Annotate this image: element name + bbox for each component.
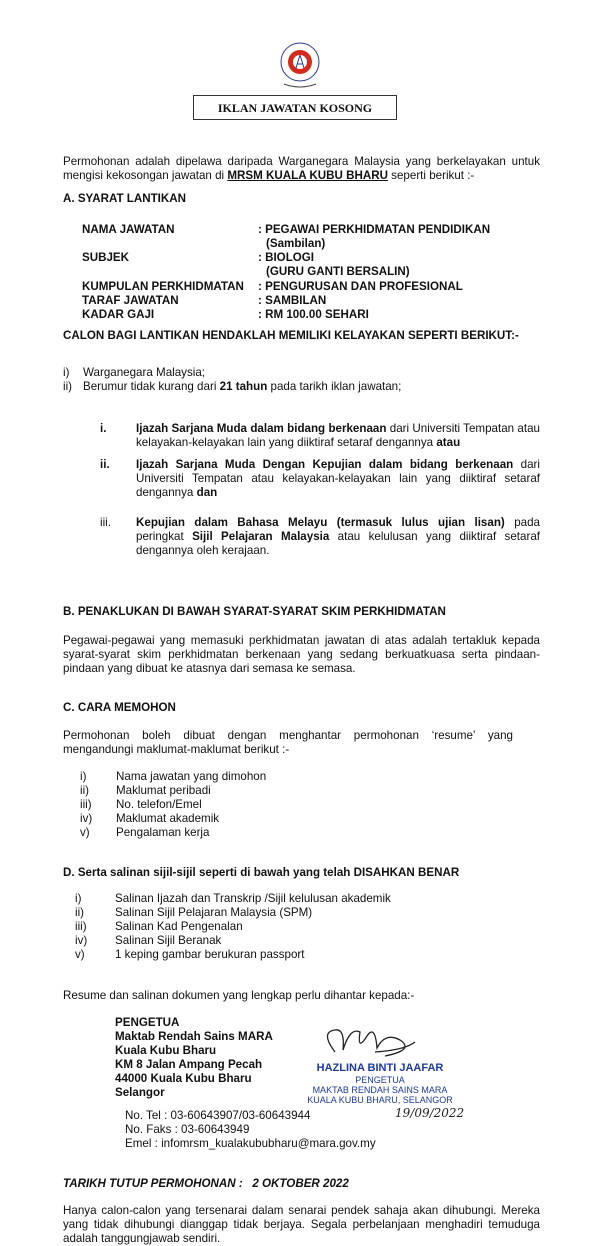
list-item: ii) Salinan Sijil Pelajaran Malaysia (SPM): [75, 906, 313, 919]
list-item: ii) Maklumat peribadi: [80, 784, 211, 797]
intro-paragraph: Permohonan adalah dipelawa daripada Warganegara Malaysia yang berkelayakan untuk mengisi kekosongan jawatan di MRSM KUALA KUBU BHARU seperti berikut :-: [63, 155, 540, 182]
req-age: ii) Berumur tidak kurang dari 21 tahun pada tarikh iklan jawatan;: [63, 380, 402, 393]
list-item: iv) Maklumat akademik: [80, 812, 220, 825]
label-subjek: SUBJEK: [82, 251, 130, 264]
stamp-org: MAKTAB RENDAH SAINS MARA: [312, 1085, 448, 1095]
list-item: iii) No. telefon/Emel: [80, 798, 202, 811]
section-b-text: Pegawai-pegawai yang memasuki perkhidmatan jawatan di atas adalah tertakluk kepada syarat-syarat skim perkhidmatan berkenaan yang sedang berkuatkuasa serta pindaan-pindaan yang dibuat ke atasnya dari semasa ke semasa.: [63, 634, 540, 675]
value-kumpulan: : PENGURUSAN DAN PROFESIONAL: [258, 280, 463, 293]
qual-2-num: ii.: [100, 458, 110, 471]
mailing-address: PENGETUA Maktab Rendah Sains MARA Kuala Kubu Bharu KM 8 Jalan Ampang Pecah 44000 Kuala Kubu Bharu Selangor: [115, 1016, 273, 1099]
section-c-list: [80, 770, 266, 840]
signature-stamp: [300, 1022, 465, 1122]
qual-3: Kepujian dalam Bahasa Melayu (termasuk lulus ujian lisan) pada peringkat Sijil Pelajaran Malaysia atau kelulusan yang diiktiraf setaraf dengannya oleh kerajaan.: [136, 516, 540, 557]
list-item: i) Nama jawatan yang dimohon: [80, 770, 267, 783]
signature: [305, 1022, 455, 1062]
label-nama-jawatan: NAMA JAWATAN: [82, 223, 175, 236]
section-d-list: [75, 892, 391, 962]
signature-date: 19/09/2022: [395, 1106, 465, 1120]
footer-note: Hanya calon-calon yang tersenarai dalam senarai pendek sahaja akan dihubungi. Mereka yang tidak dihubungi dianggap tidak berjaya. Segala perbelanjaan menghadiri temuduga adalah tanggungjawab sendiri.: [63, 1204, 540, 1245]
section-a-heading: A. SYARAT LANTIKAN: [63, 192, 187, 205]
list-item: v) 1 keping gambar berukuran passport: [75, 948, 305, 961]
value-kadar-gaji: : RM 100.00 SEHARI: [258, 308, 369, 321]
qual-1-num: i.: [100, 422, 107, 435]
section-c-text: Permohonan boleh dibuat dengan menghantar permohonan ‘resume’ yang mengandungi maklumat-maklumat berikut :-: [63, 729, 513, 756]
label-taraf: TARAF JAWATAN: [82, 294, 179, 307]
value-subjek: : BIOLOGI (GURU GANTI BERSALIN): [258, 251, 410, 278]
calon-heading: CALON BAGI LANTIKAN HENDAKLAH MEMILIKI KELAYAKAN SEPERTI BERIKUT:-: [63, 329, 519, 342]
value-nama-jawatan: : PEGAWAI PERKHIDMATAN PENDIDIKAN (Sambilan): [258, 223, 491, 250]
qual-2: Ijazah Sarjana Muda Dengan Kepujian dalam bidang berkenaan dari Universiti Tempatan atau kelayakan-kelayakan lain yang diiktiraf setaraf dengannya dan: [136, 458, 540, 499]
resume-instruction: Resume dan salinan dokumen yang lengkap perlu dihantar kepada:-: [63, 989, 415, 1002]
stamp-name: HAZLINA BINTI JAAFAR: [316, 1062, 444, 1074]
stamp-location: KUALA KUBU BHARU, SELANGOR: [307, 1095, 453, 1105]
list-item: v) Pengalaman kerja: [80, 826, 210, 839]
closing-date: TARIKH TUTUP PERMOHONAN : 2 OKTOBER 2022: [63, 1177, 349, 1190]
section-b-heading: B. PENAKLUKAN DI BAWAH SYARAT-SYARAT SKIM PERKHIDMATAN: [63, 605, 446, 618]
section-d-heading: D. Serta salinan sijil-sijil seperti di bawah yang telah DISAHKAN BENAR: [63, 866, 460, 879]
section-c-heading: C. CARA MEMOHON: [63, 701, 176, 714]
value-taraf: : SAMBILAN: [258, 294, 327, 307]
list-item: iv) Salinan Sijil Beranak: [75, 934, 222, 947]
label-kumpulan: KUMPULAN PERKHIDMATAN: [82, 280, 244, 293]
req-citizen: i) Warganegara Malaysia;: [63, 366, 206, 379]
qual-3-num: iii.: [100, 516, 111, 529]
list-item: i) Salinan Ijazah dan Transkrip /Sijil kelulusan akademik: [75, 892, 391, 905]
contact-info: No. Tel : 03-60643907/03-60643944 No. Faks : 03-60643949 Emel : infomrsm_kualakububharu@mara.gov.my: [125, 1109, 376, 1150]
stamp-title: PENGETUA: [355, 1075, 405, 1085]
mara-logo: [270, 40, 330, 92]
list-item: iii) Salinan Kad Pengenalan: [75, 920, 243, 933]
document-title: IKLAN JAWATAN KOSONG: [193, 95, 397, 120]
qual-1: Ijazah Sarjana Muda dalam bidang berkenaan dari Universiti Tempatan atau kelayakan-kelayakan lain yang diiktiraf setaraf dengannya atau: [136, 422, 540, 449]
label-kadar-gaji: KADAR GAJI: [82, 308, 155, 321]
